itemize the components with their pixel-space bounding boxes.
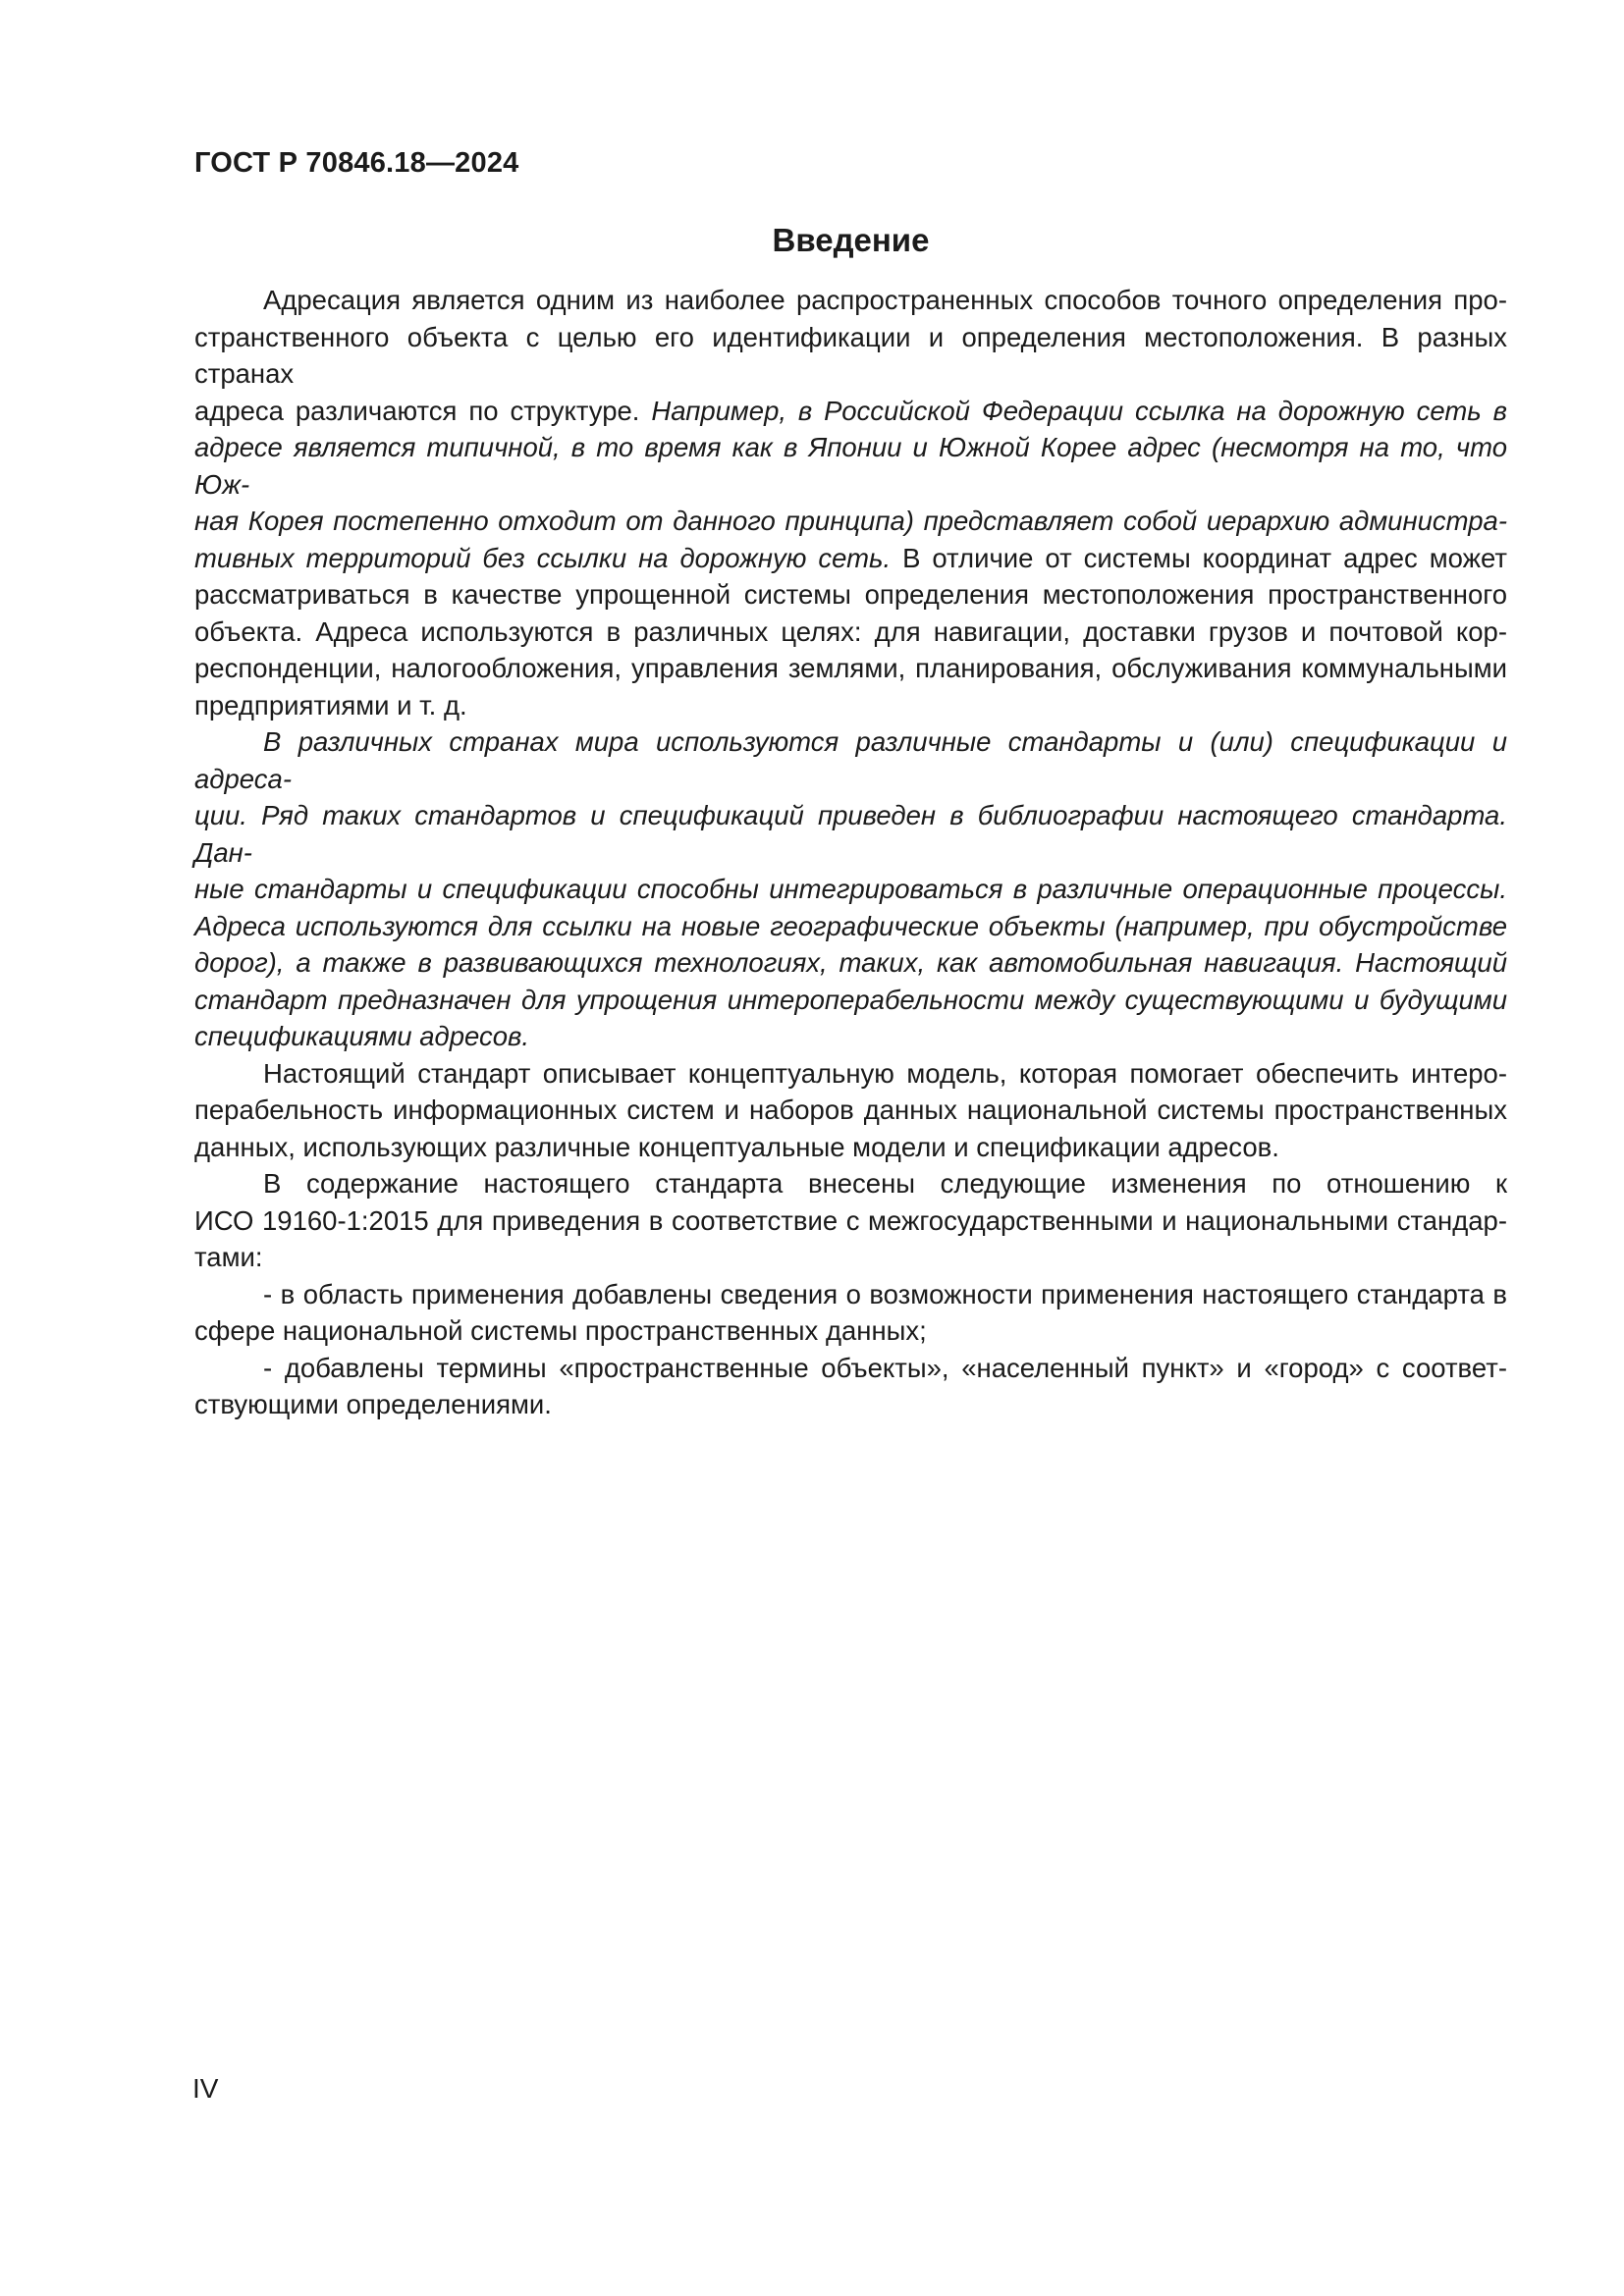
- italic-text-run: ции. Ряд таких стандартов и спецификаций приведен в библиографии настоящего стандарта. Дан-: [194, 800, 1507, 868]
- text-line: [194, 1165, 1507, 1202]
- italic-text-run: ная Корея постепенно отходит от данного принципа) представляет собой иерархию администра-: [194, 506, 1507, 536]
- text-line: [194, 687, 1507, 724]
- text-line: [194, 944, 1507, 982]
- text-line: [194, 1129, 1507, 1166]
- text-run: В содержание настоящего стандарта внесены следующие изменения по отношению к: [263, 1168, 1507, 1199]
- italic-text-run: В различных странах мира используются различные стандарты и (или) спецификации и адреса-: [194, 726, 1507, 794]
- text-run: ИСО 19160-1:2015 для приведения в соответствие с межгосударственными и национальными стандар-: [194, 1204, 1507, 1236]
- text-line: [194, 650, 1507, 687]
- text-line: [194, 982, 1507, 1019]
- text-line: [194, 282, 1507, 319]
- italic-text-run: дорог), а также в развивающихся технологиях, таких, как автомобильная навигация. Настоящий: [194, 947, 1507, 978]
- text-line: [194, 1350, 1507, 1387]
- text-run: тами:: [194, 1242, 263, 1272]
- page-number: IV: [192, 2073, 219, 2104]
- text-run: респонденции, налогообложения, управления землями, планирования, обслуживания коммунальными: [194, 653, 1507, 683]
- text-run: Адресация является одним из наиболее распространенных способов точного определения про-: [263, 285, 1507, 315]
- text-run: предприятиями и т. д.: [194, 689, 467, 721]
- italic-text-run: тивных территорий без ссылки на дорожную сеть.: [194, 542, 892, 573]
- text-line: [194, 1239, 1507, 1276]
- page-title: Введение: [772, 222, 930, 258]
- text-line: [194, 797, 1507, 871]
- text-run: рассматриваться в качестве упрощенной системы определения местоположения пространственного: [194, 579, 1507, 610]
- text-line: [194, 1386, 1507, 1423]
- document-body: [194, 282, 1507, 1423]
- text-line: [194, 576, 1507, 614]
- text-run: данных, использующих различные концептуальные модели и спецификации адресов.: [194, 1131, 1279, 1162]
- text-line: [194, 503, 1507, 540]
- text-line: [194, 1276, 1507, 1313]
- text-line: [194, 723, 1507, 797]
- text-run: странственного объекта с целью его идентификации и определения местоположения. В разных странах: [194, 321, 1507, 389]
- text-line: [194, 1018, 1507, 1055]
- text-run: сфере национальной системы пространственных данных;: [194, 1315, 927, 1346]
- standard-designation: ГОСТ Р 70846.18—2024: [194, 147, 519, 179]
- italic-text-run: стандарт предназначен для упрощения интероперабельности между существующими и будущими: [194, 984, 1507, 1015]
- text-line: [194, 1312, 1507, 1350]
- text-line: [194, 1055, 1507, 1093]
- italic-text-run: Адреса используются для ссылки на новые географические объекты (например, при обустройстве: [194, 910, 1507, 941]
- text-run: объекта. Адреса используются в различных целях: для навигации, доставки грузов и почтовой кор-: [194, 615, 1507, 647]
- text-line: [194, 614, 1507, 651]
- text-line: [194, 1202, 1507, 1240]
- text-line: [194, 429, 1507, 503]
- text-run: - в область применения добавлены сведения о возможности применения настоящего стандарта в: [263, 1278, 1507, 1309]
- text-line: [194, 393, 1507, 430]
- text-line: [194, 871, 1507, 908]
- text-line: [194, 540, 1507, 577]
- text-run: В отличие от системы координат адрес может: [891, 542, 1507, 573]
- text-run: ствующими определениями.: [194, 1389, 552, 1419]
- text-line: [194, 908, 1507, 945]
- text-run: - добавлены термины «пространственные объекты», «населенный пункт» и «город» с соответ-: [263, 1352, 1507, 1383]
- text-line: [194, 319, 1507, 393]
- text-line: [194, 1092, 1507, 1129]
- italic-text-run: Например, в Российской Федерации ссылка на дорожную сеть в: [651, 395, 1507, 426]
- italic-text-run: адресе является типичной, в то время как в Японии и Южной Корее адрес (несмотря на то, что Юж-: [194, 432, 1507, 500]
- text-run: адреса различаются по структуре.: [194, 395, 652, 426]
- italic-text-run: спецификациями адресов.: [194, 1021, 530, 1051]
- italic-text-run: ные стандарты и спецификации способны интегрироваться в различные операционные процессы.: [194, 874, 1507, 904]
- text-run: перабельность информационных систем и наборов данных национальной системы пространственных: [194, 1095, 1507, 1125]
- text-run: Настоящий стандарт описывает концептуальную модель, которая помогает обеспечить интеро-: [263, 1057, 1507, 1089]
